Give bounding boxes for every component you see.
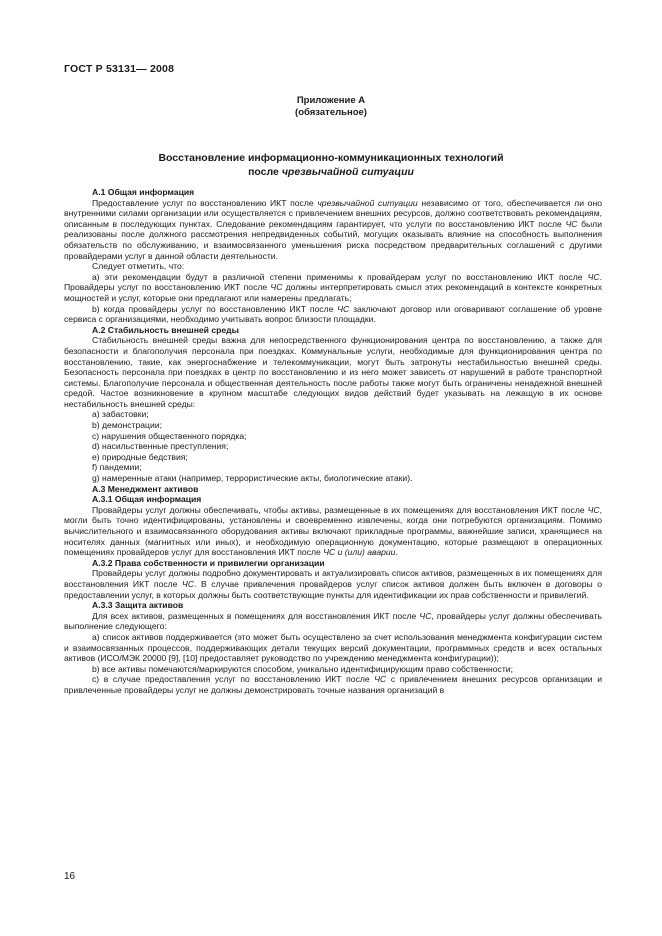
section-heading: А.3.1 Общая информация [92, 494, 202, 505]
section-heading: А.3.3 Защита активов [92, 600, 184, 611]
standard-header: ГОСТ Р 53131— 2008 [64, 63, 175, 75]
appendix-title: Приложение А [296, 95, 366, 106]
section-heading: А.2 Стабильность внешней среды [92, 324, 239, 335]
text-run: заключают договор или оговаривают соглашение об уровне сервиса с организациями, необходимо учитывать вопрос близости площадки. [64, 303, 602, 325]
section-title-line2-italic: чрезвычайной ситуации [281, 166, 414, 178]
italic-text: ЧС [374, 674, 387, 685]
paragraph [64, 611, 602, 632]
text-run: , провайдеры услуг должны обеспечивать выполнение следующего: [64, 610, 602, 632]
text-run: Для всех активов, размещенных в помещениях для восстановления ИКТ после [92, 610, 420, 621]
list-item: a) забастовки; [92, 409, 149, 420]
section-title-line2-text: после [248, 166, 282, 178]
text-run: . [395, 547, 398, 558]
italic-text: ЧС [337, 303, 350, 314]
list-item: d) насильственные преступления; [92, 441, 229, 452]
text-run: a) эти рекомендации будут в различной степени применимы к провайдерам услуг по восстановлению ИКТ после [92, 271, 588, 282]
italic-text: чрезвычайной ситуации [317, 197, 418, 208]
text-run: были реализованы после должного рассмотрения непредвиденных событий, могущих оказывать влияние на способность выполнения обязательств по обслуживанию, и взаимосвязанного уменьшения риска посредством предварительных соглашений с другими провайдерами услуг в данной области деятельности. [64, 218, 602, 261]
section-title-line2 [0, 165, 662, 179]
paragraph [64, 568, 602, 600]
section-heading: А.3.2 Права собственности и привилегии организации [92, 557, 325, 568]
paragraph [64, 335, 602, 409]
paragraph [64, 272, 602, 304]
list-item: b) демонстрации; [92, 420, 162, 431]
text-run: Стабильность внешней среды важна для непосредственного функционирования центра по восстановлению, а также для безопасности и благополучия персонала при поездках. Коммунальные услуги, необходимые для функционирования центра по восстановлению, такие, как энергоснабжение и телекоммуникации, могут быть затронуты нестабильностью внешней среды. Безопасность персонала при поездках в центр по восстановлению и из него может зависеть от нарушений в работе транспортной системы. Благополучие персонала и общественная деятельность после работы также могут быть ограничены ненадежной внешней средой. Частое возникновение в крупном масштабе следующих видов действий будет указывать на лежащую в их основе нестабильность внешней среды: [64, 335, 602, 409]
italic-text: ЧС [270, 282, 283, 293]
italic-text: ЧС [565, 218, 578, 229]
text-run: a) список активов поддерживается (это может быть осуществлено за счет использования менеджмента конфигурации систем и взаимосвязанных процессов, поддерживающих детали текущих версий документации, программных средств и всех остальных активов (ИСО/МЭК 20000 [9], [10] предоставляет руководство по учреждению менеджмента конфигурации)); [64, 631, 602, 664]
list-item: g) намеренные атаки (например, террористические акты, биологические атаки). [92, 473, 413, 484]
section-title-line1: Восстановление информационно-коммуникационных технологий [158, 152, 504, 164]
italic-text: ЧС [419, 610, 432, 621]
text-run: независимо от того, обеспечивается ли оно внутренними силами организации или осуществляется с привлечением внешних ресурсов, должно соответствовать рекомендациям, описанным в последующих пунктах. Следование рекомендациям гарантирует, что услуги по восстановлению ИКТ после [64, 197, 602, 229]
text-run: Провайдеры услуг должны обеспечивать, чтобы активы, размещенные в их помещениях для восстановления ИКТ после [92, 504, 588, 515]
italic-text: ЧС и (или) аварии [323, 547, 396, 558]
page-number: 16 [64, 871, 76, 882]
list-item: e) природные бедствия; [92, 451, 188, 462]
section-heading: А.1 Общая информация [92, 187, 195, 197]
text-run: b) когда провайдеры услуг по восстановлению ИКТ после [92, 303, 338, 314]
section-heading: А.3 Менеджмент активов [92, 483, 199, 494]
paragraph [64, 505, 602, 558]
paragraph [64, 674, 602, 695]
text-run: b) все активы помечаются/маркируются способом, уникально идентифицирующим право собственности; [92, 663, 513, 674]
text-run: Следует отметить, что: [92, 261, 185, 272]
italic-text: ЧС [182, 578, 195, 589]
italic-text: ЧС [587, 504, 600, 515]
text-run: с привлечением внешних ресурсов организации и привлеченные провайдеры услуг не должны демонстрировать точные названия организаций в [64, 674, 602, 695]
list-item: f) пандемии; [92, 462, 142, 473]
document-body [64, 187, 602, 696]
text-run: Предоставление услуг по восстановлению ИКТ после [92, 197, 318, 208]
text-run: . В случае привлечения провайдеров услуг список активов должен быть включен в договоры о предоставлении услуг, в которых должны быть соответствующие пункты для идентификации их прав собственности и привилегий. [64, 578, 602, 600]
paragraph [64, 198, 602, 262]
list-item: c) нарушения общественного порядка; [92, 430, 247, 441]
appendix-type: (обязательное) [295, 107, 367, 118]
text-run: должны интерпретировать смысл этих рекомендаций в контексте конкретных мощностей и услуг, которые они предлагают или намерены предлагать; [64, 282, 602, 303]
paragraph [64, 664, 602, 675]
paragraph [64, 632, 602, 664]
paragraph [64, 304, 602, 325]
text-run: , могли быть точно идентифицированы, установлены и своевременно извлечены, когда они потребуются организациям. Помимо вычислительного и взаимосвязанного оборудования активы включают прикладные программы, важнейшие записи, хранящиеся на носителях данных (магнитных или иных), и необходимую операционную документацию, которые размещают в операционных помещениях провайдеров услуг для восстановления ИКТ после [64, 504, 602, 558]
text-run: Провайдеры услуг должны подробно документировать и актуализировать список активов, размещенных в их помещениях для восстановления ИКТ после [64, 568, 602, 589]
paragraph [64, 261, 602, 272]
text-run: . Провайдеры услуг по восстановлению ИКТ после [64, 271, 602, 293]
text-run: c) в случае предоставления услуг по восстановлению ИКТ после [92, 674, 375, 685]
italic-text: ЧС [587, 271, 600, 282]
